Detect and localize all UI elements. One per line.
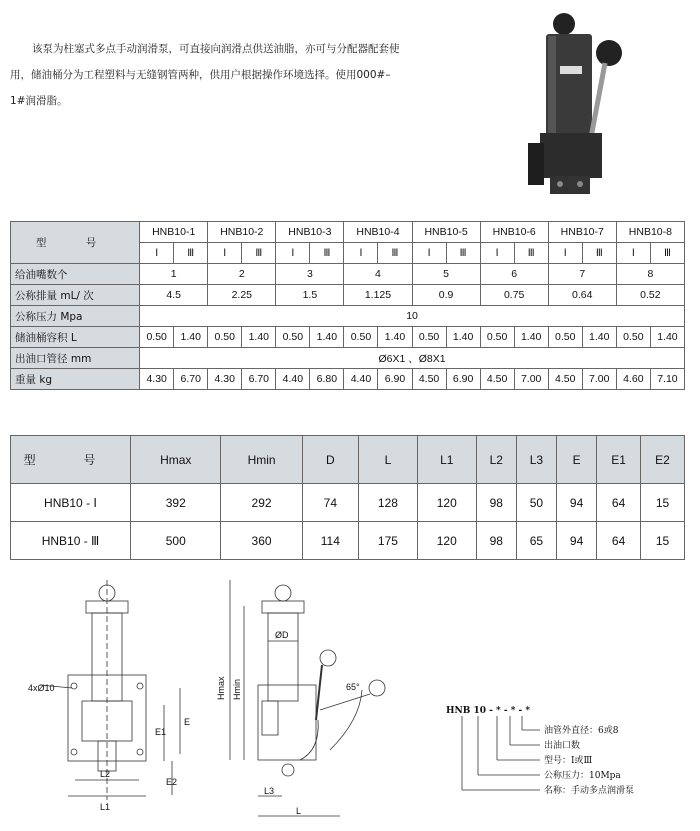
row-label: 公称压力 Mpa xyxy=(11,306,140,327)
table-cell: 120 xyxy=(417,522,476,560)
table-cell: 2 xyxy=(208,264,276,285)
model-header: HNB10-7 xyxy=(548,222,616,243)
row-label: 公称排量 mL/ 次 xyxy=(11,285,140,306)
table-cell: 4.50 xyxy=(412,369,446,390)
table-row xyxy=(11,369,685,390)
table-cell: 0.50 xyxy=(412,327,446,348)
table-cell: 1.5 xyxy=(276,285,344,306)
table-cell: 6.90 xyxy=(378,369,412,390)
table-cell: 6.90 xyxy=(446,369,480,390)
table-cell: 4.5 xyxy=(140,285,208,306)
pump-photo xyxy=(520,8,650,203)
label-l: L xyxy=(296,806,302,816)
column-header: E1 xyxy=(597,436,641,484)
table-cell: 360 xyxy=(221,522,302,560)
label-e2: E2 xyxy=(166,777,178,787)
label-d: ØD xyxy=(275,630,289,640)
table-cell: 4.30 xyxy=(208,369,242,390)
table-cell: 6.80 xyxy=(310,369,344,390)
table-cell: 98 xyxy=(476,522,516,560)
table-row xyxy=(11,522,685,560)
intro-text xyxy=(10,36,450,114)
model-header: HNB10-4 xyxy=(344,222,412,243)
dimension-drawing xyxy=(0,570,700,831)
table-cell: 5 xyxy=(412,264,480,285)
table-cell: 4.30 xyxy=(140,369,174,390)
table-cell: 128 xyxy=(359,484,418,522)
label-e1: E1 xyxy=(155,727,167,737)
label-l2: L2 xyxy=(100,769,111,779)
column-header: L xyxy=(359,436,418,484)
table-cell: 4.60 xyxy=(616,369,650,390)
model-code-legend xyxy=(446,706,634,796)
row-label: 重量 kg xyxy=(11,369,140,390)
table-cell: 94 xyxy=(557,522,597,560)
table-cell: 0.50 xyxy=(548,327,582,348)
label-e: E xyxy=(184,717,191,727)
column-header: E xyxy=(557,436,597,484)
legend-item: 出油口数 xyxy=(544,741,581,751)
type-header: 型 号 xyxy=(11,222,140,264)
table-row xyxy=(11,348,685,369)
table-cell: 175 xyxy=(359,522,418,560)
table-cell: 392 xyxy=(131,484,221,522)
table-cell: 0.75 xyxy=(480,285,548,306)
table-cell: 4.50 xyxy=(548,369,582,390)
model-cell: HNB10 - Ⅰ xyxy=(11,484,131,522)
label-holes: 4xØ10 xyxy=(28,683,55,693)
intro-line-3: 1#润滑脂。 xyxy=(10,95,68,107)
model-cell: HNB10 - Ⅲ xyxy=(11,522,131,560)
sub-header: Ⅰ xyxy=(208,243,242,264)
model-header: HNB10-3 xyxy=(276,222,344,243)
table-cell: 7 xyxy=(548,264,616,285)
column-header: L1 xyxy=(417,436,476,484)
table-cell: 50 xyxy=(516,484,556,522)
table-cell: 4.40 xyxy=(344,369,378,390)
table-row xyxy=(11,327,685,348)
sub-header: Ⅰ xyxy=(344,243,378,264)
table-cell: 1.40 xyxy=(446,327,480,348)
column-header: D xyxy=(302,436,358,484)
table-cell: 0.50 xyxy=(480,327,514,348)
table-cell: 0.50 xyxy=(616,327,650,348)
sub-header: Ⅲ xyxy=(446,243,480,264)
table-row xyxy=(11,484,685,522)
table-cell: 3 xyxy=(276,264,344,285)
table-cell: 120 xyxy=(417,484,476,522)
column-header: Hmax xyxy=(131,436,221,484)
table-cell: 4.50 xyxy=(480,369,514,390)
sub-header: Ⅲ xyxy=(582,243,616,264)
table-cell: 1.40 xyxy=(650,327,684,348)
table-cell: 15 xyxy=(641,522,685,560)
row-label: 给油嘴数个 xyxy=(11,264,140,285)
label-hmax: Hmax xyxy=(216,676,226,700)
type-header: 型 号 xyxy=(11,436,131,484)
sub-header: Ⅲ xyxy=(174,243,208,264)
label-l1: L1 xyxy=(100,802,111,812)
table-cell: 0.50 xyxy=(140,327,174,348)
sub-header: Ⅰ xyxy=(140,243,174,264)
table-cell: 0.50 xyxy=(344,327,378,348)
column-header: Hmin xyxy=(221,436,302,484)
table-cell: 8 xyxy=(616,264,684,285)
table-row xyxy=(11,285,685,306)
table-cell: 1.40 xyxy=(242,327,276,348)
table-cell: 0.9 xyxy=(412,285,480,306)
table-cell: 64 xyxy=(597,484,641,522)
model-header: HNB10-2 xyxy=(208,222,276,243)
table-cell: 0.50 xyxy=(276,327,310,348)
table-cell: 1 xyxy=(140,264,208,285)
table-cell: 74 xyxy=(302,484,358,522)
table-cell: 7.10 xyxy=(650,369,684,390)
model-header: HNB10-8 xyxy=(616,222,684,243)
sub-header: Ⅰ xyxy=(412,243,446,264)
table-cell: 64 xyxy=(597,522,641,560)
table-cell: 4 xyxy=(344,264,412,285)
column-header: L2 xyxy=(476,436,516,484)
table-cell: 1.40 xyxy=(582,327,616,348)
table-cell: 1.40 xyxy=(378,327,412,348)
table-cell: 6.70 xyxy=(174,369,208,390)
intro-line-2: 用，储油桶分为工程塑料与无缝钢管两种，供用户根据操作环境选择。使用000#– xyxy=(10,69,391,81)
sub-header: Ⅰ xyxy=(616,243,650,264)
table-cell: 10 xyxy=(140,306,685,327)
model-code: HNB 10 - * - * - * xyxy=(446,706,531,716)
table-cell: Ø6X1 、Ø8X1 xyxy=(140,348,685,369)
column-header: L3 xyxy=(516,436,556,484)
table-cell: 65 xyxy=(516,522,556,560)
label-hmin: Hmin xyxy=(232,678,242,700)
row-label: 储油桶容积 L xyxy=(11,327,140,348)
table-cell: 1.40 xyxy=(514,327,548,348)
table-cell: 94 xyxy=(557,484,597,522)
row-label: 出油口管径 mm xyxy=(11,348,140,369)
column-header: E2 xyxy=(641,436,685,484)
table-row xyxy=(11,264,685,285)
table-row xyxy=(11,306,685,327)
sub-header: Ⅰ xyxy=(548,243,582,264)
table-cell: 15 xyxy=(641,484,685,522)
sub-header: Ⅰ xyxy=(480,243,514,264)
model-header: HNB10-5 xyxy=(412,222,480,243)
spec-table xyxy=(10,221,685,390)
sub-header: Ⅰ xyxy=(276,243,310,264)
table-cell: 98 xyxy=(476,484,516,522)
sub-header: Ⅲ xyxy=(650,243,684,264)
table-cell: 4.40 xyxy=(276,369,310,390)
table-cell: 6.70 xyxy=(242,369,276,390)
legend-item: 油管外直径：6或8 xyxy=(544,726,619,736)
table-cell: 7.00 xyxy=(582,369,616,390)
table-cell: 292 xyxy=(221,484,302,522)
table-cell: 1.40 xyxy=(174,327,208,348)
label-angle: 65° xyxy=(346,682,360,692)
table-cell: 0.52 xyxy=(616,285,684,306)
table-cell: 1.125 xyxy=(344,285,412,306)
table-cell: 2.25 xyxy=(208,285,276,306)
table-cell: 500 xyxy=(131,522,221,560)
table-cell: 0.50 xyxy=(208,327,242,348)
legend-item: 型号：Ⅰ或Ⅲ xyxy=(544,756,593,766)
label-l3: L3 xyxy=(264,786,275,796)
legend-item: 公称压力：10Mpa xyxy=(544,771,621,781)
table-cell: 114 xyxy=(302,522,358,560)
intro-line-1: 该泵为柱塞式多点手动润滑泵，可直接向润滑点供送油脂，亦可与分配器配套使 xyxy=(32,43,400,55)
model-header: HNB10-6 xyxy=(480,222,548,243)
sub-header: Ⅲ xyxy=(242,243,276,264)
table-cell: 1.40 xyxy=(310,327,344,348)
sub-header: Ⅲ xyxy=(378,243,412,264)
model-header: HNB10-1 xyxy=(140,222,208,243)
sub-header: Ⅲ xyxy=(310,243,344,264)
dimension-table xyxy=(10,435,685,560)
table-cell: 0.64 xyxy=(548,285,616,306)
legend-item: 名称：手动多点润滑泵 xyxy=(544,786,635,796)
table-cell: 7.00 xyxy=(514,369,548,390)
table-cell: 6 xyxy=(480,264,548,285)
sub-header: Ⅲ xyxy=(514,243,548,264)
